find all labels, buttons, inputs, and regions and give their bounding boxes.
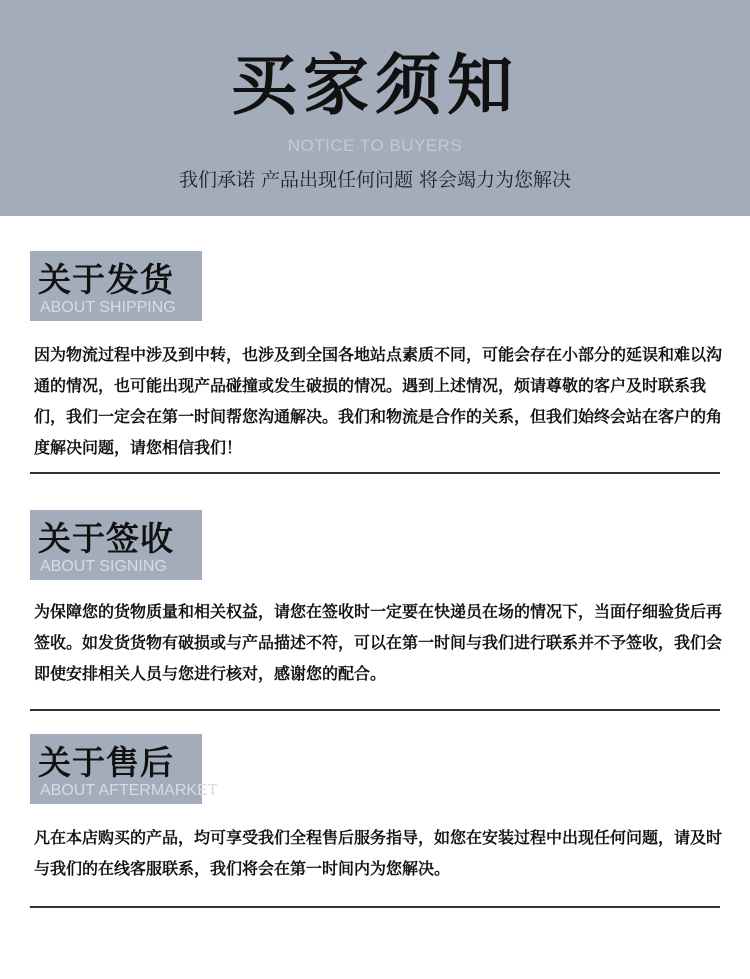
section-tag <box>30 734 218 804</box>
section-title: 关于售后 <box>38 743 174 782</box>
page-subtitle-english: NOTICE TO BUYERS <box>287 136 463 155</box>
divider <box>30 906 720 908</box>
header-banner <box>0 0 750 216</box>
page-promise-text: 我们承诺 产品出现任何问题 将会竭力为您解决 <box>178 169 572 191</box>
page-title: 买家须知 <box>231 47 519 124</box>
divider <box>30 472 720 474</box>
section-body: 凡在本店购买的产品，均可享受我们全程售后服务指导，如您在安装过程中出现任何问题，请及时与我们的在线客服联系，我们将会在第一时间内为您解决。 <box>34 828 723 878</box>
section-body: 因为物流过程中涉及到中转，也涉及到全国各地站点素质不同，可能会存在小部分的延误和难以沟通的情况，也可能出现产品碰撞或发生破损的情况。遇到上述情况，烦请尊敬的客户及时联系我们，我们一定会在第一时间帮您沟通解决。我们和物流是合作的关系，但我们始终会站在客户的角度解决问题，请您相信我们！ <box>34 345 723 457</box>
section-subtitle: ABOUT SIGNING <box>40 558 167 575</box>
divider <box>30 709 720 711</box>
section-title: 关于发货 <box>38 260 174 299</box>
section-subtitle: ABOUT SHIPPING <box>40 299 176 316</box>
section-title: 关于签收 <box>38 519 174 558</box>
section-body: 为保障您的货物质量和相关权益，请您在签收时一定要在快递员在场的情况下，当面仔细验货后再签收。如发货货物有破损或与产品描述不符，可以在第一时间与我们进行联系并不予签收，我们会即使安排相关人员与您进行核对，感谢您的配合。 <box>34 602 723 683</box>
section-subtitle: ABOUT AFTERMARKET <box>40 782 218 799</box>
section-tag <box>30 510 202 580</box>
section-tag <box>30 251 202 321</box>
